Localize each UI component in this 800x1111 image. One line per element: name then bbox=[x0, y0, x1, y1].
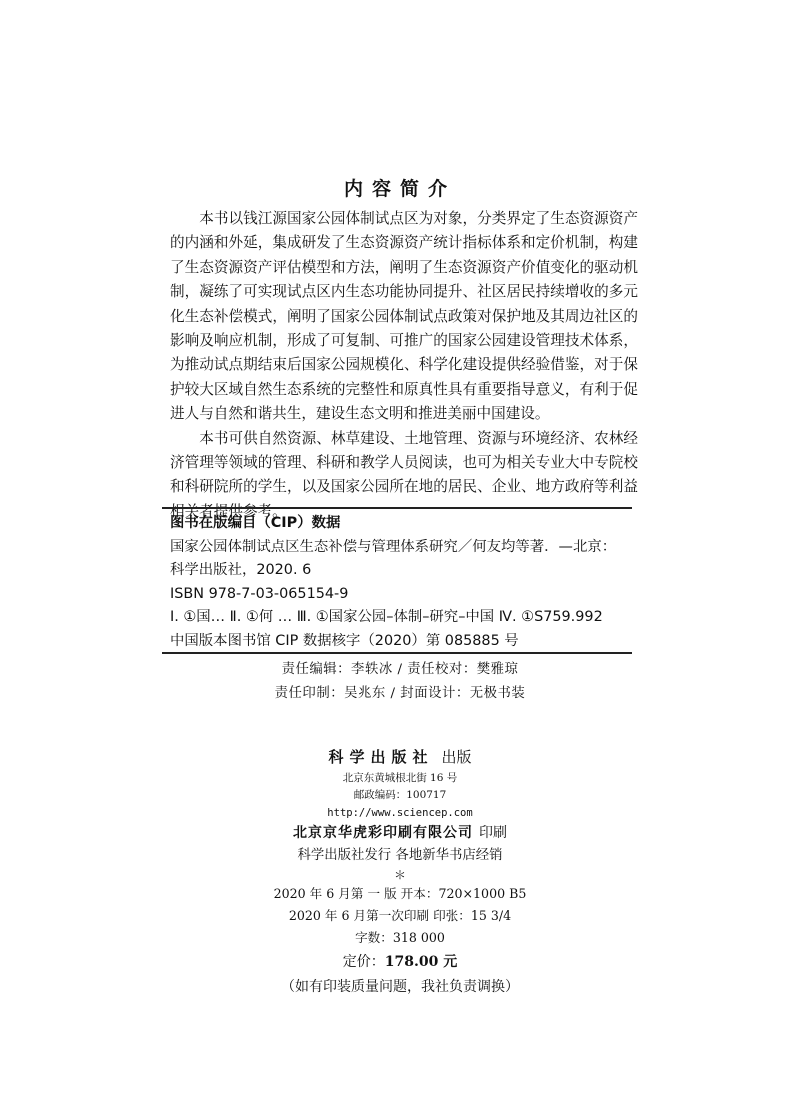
publisher-url: http://www.sciencep.com bbox=[327, 807, 473, 819]
summary-paragraph: 本书以钱江源国家公园体制试点区为对象，分类界定了生态资源资产的内涵和外延，集成研发了生态资源资产统计指标体系和定价机制，构建了生态资源资产评估模型和方法，阐明了生态资源资产价值变化的驱动机制，凝练了可实现试点区内生态功能协同提升、社区居民持续增收的多元化生态补偿模式，阐明了国家公园体制试点政策对保护地及其周边社区的影响及响应机制，形成了可复制、可推广的国家公园建设管理技术体系，为推动试点期结束后国家公园规模化、科学化建设提供经验借鉴，对于保护较大区域自然生态系统的完整性和原真性具有重要指导意义，有利于促进人与自然和谐共生，建设生态文明和推进美丽中国建设。 bbox=[170, 210, 638, 423]
edition-line: 2020 年 6 月第 一 版 开本：720×1000 B5 bbox=[273, 885, 527, 901]
credits bbox=[0, 658, 800, 706]
summary-body bbox=[170, 207, 638, 524]
cip-line: 科学出版社，2020. 6 bbox=[170, 562, 312, 579]
publisher-name: 科学出版社 bbox=[328, 748, 434, 766]
cip-heading: 图书在版编目（CIP）数据 bbox=[170, 515, 341, 531]
cip-record-number: 中国版本图书馆 CIP 数据核字（2020）第 085885 号 bbox=[170, 632, 519, 649]
printer-name: 北京京华虎彩印刷有限公司 bbox=[293, 824, 473, 841]
distribution-line: 科学出版社发行 各地新华书店经销 bbox=[297, 847, 503, 863]
cip-top-rule bbox=[162, 507, 632, 509]
summary-title: 内容简介 bbox=[343, 178, 456, 200]
impression-line: 2020 年 6 月第一次印刷 印张：15 3/4 bbox=[288, 907, 512, 923]
price-value: 178.00 元 bbox=[384, 953, 458, 970]
separator-asterisk: ＊ bbox=[393, 867, 406, 882]
publish-label: 出版 bbox=[441, 748, 472, 766]
word-count: 字数：318 000 bbox=[355, 930, 445, 946]
price-line bbox=[0, 950, 800, 974]
cip-isbn: ISBN 978-7-03-065154-9 bbox=[170, 585, 349, 602]
cip-bottom-rule bbox=[162, 652, 632, 654]
credits-editors: 责任编辑：李轶冰 / 责任校对：樊雅琼 bbox=[281, 662, 519, 677]
printer-line bbox=[0, 822, 800, 845]
cip-data-block bbox=[170, 512, 632, 654]
print-label: 印刷 bbox=[479, 824, 507, 841]
summary-paragraph: 本书可供自然资源、林草建设、土地管理、资源与环境经济、农林经济管理等领域的管理、科研和教学人员阅读，也可为相关专业大中专院校和科研院所的学生，以及国家公园所在地的居民、企业、地方政府等利益相关者提供参考。 bbox=[170, 429, 638, 520]
cip-classification: Ⅰ. ①国… Ⅱ. ①何 … Ⅲ. ①国家公园–体制–研究–中国 Ⅳ. ①S759.992 bbox=[170, 609, 603, 626]
publisher-postcode: 邮政编码：100717 bbox=[353, 788, 447, 801]
price-label: 定价： bbox=[342, 953, 385, 970]
quality-notice: （如有印装质量问题，我社负责调换） bbox=[281, 978, 519, 995]
cip-line: 国家公园体制试点区生态补偿与管理体系研究／何友均等著．—北京： bbox=[170, 538, 617, 555]
publisher-line bbox=[0, 744, 800, 770]
publication-info bbox=[0, 744, 800, 1000]
credits-production: 责任印制：吴兆东 / 封面设计：无极书装 bbox=[274, 686, 526, 701]
publisher-address: 北京东黄城根北街 16 号 bbox=[342, 772, 458, 784]
